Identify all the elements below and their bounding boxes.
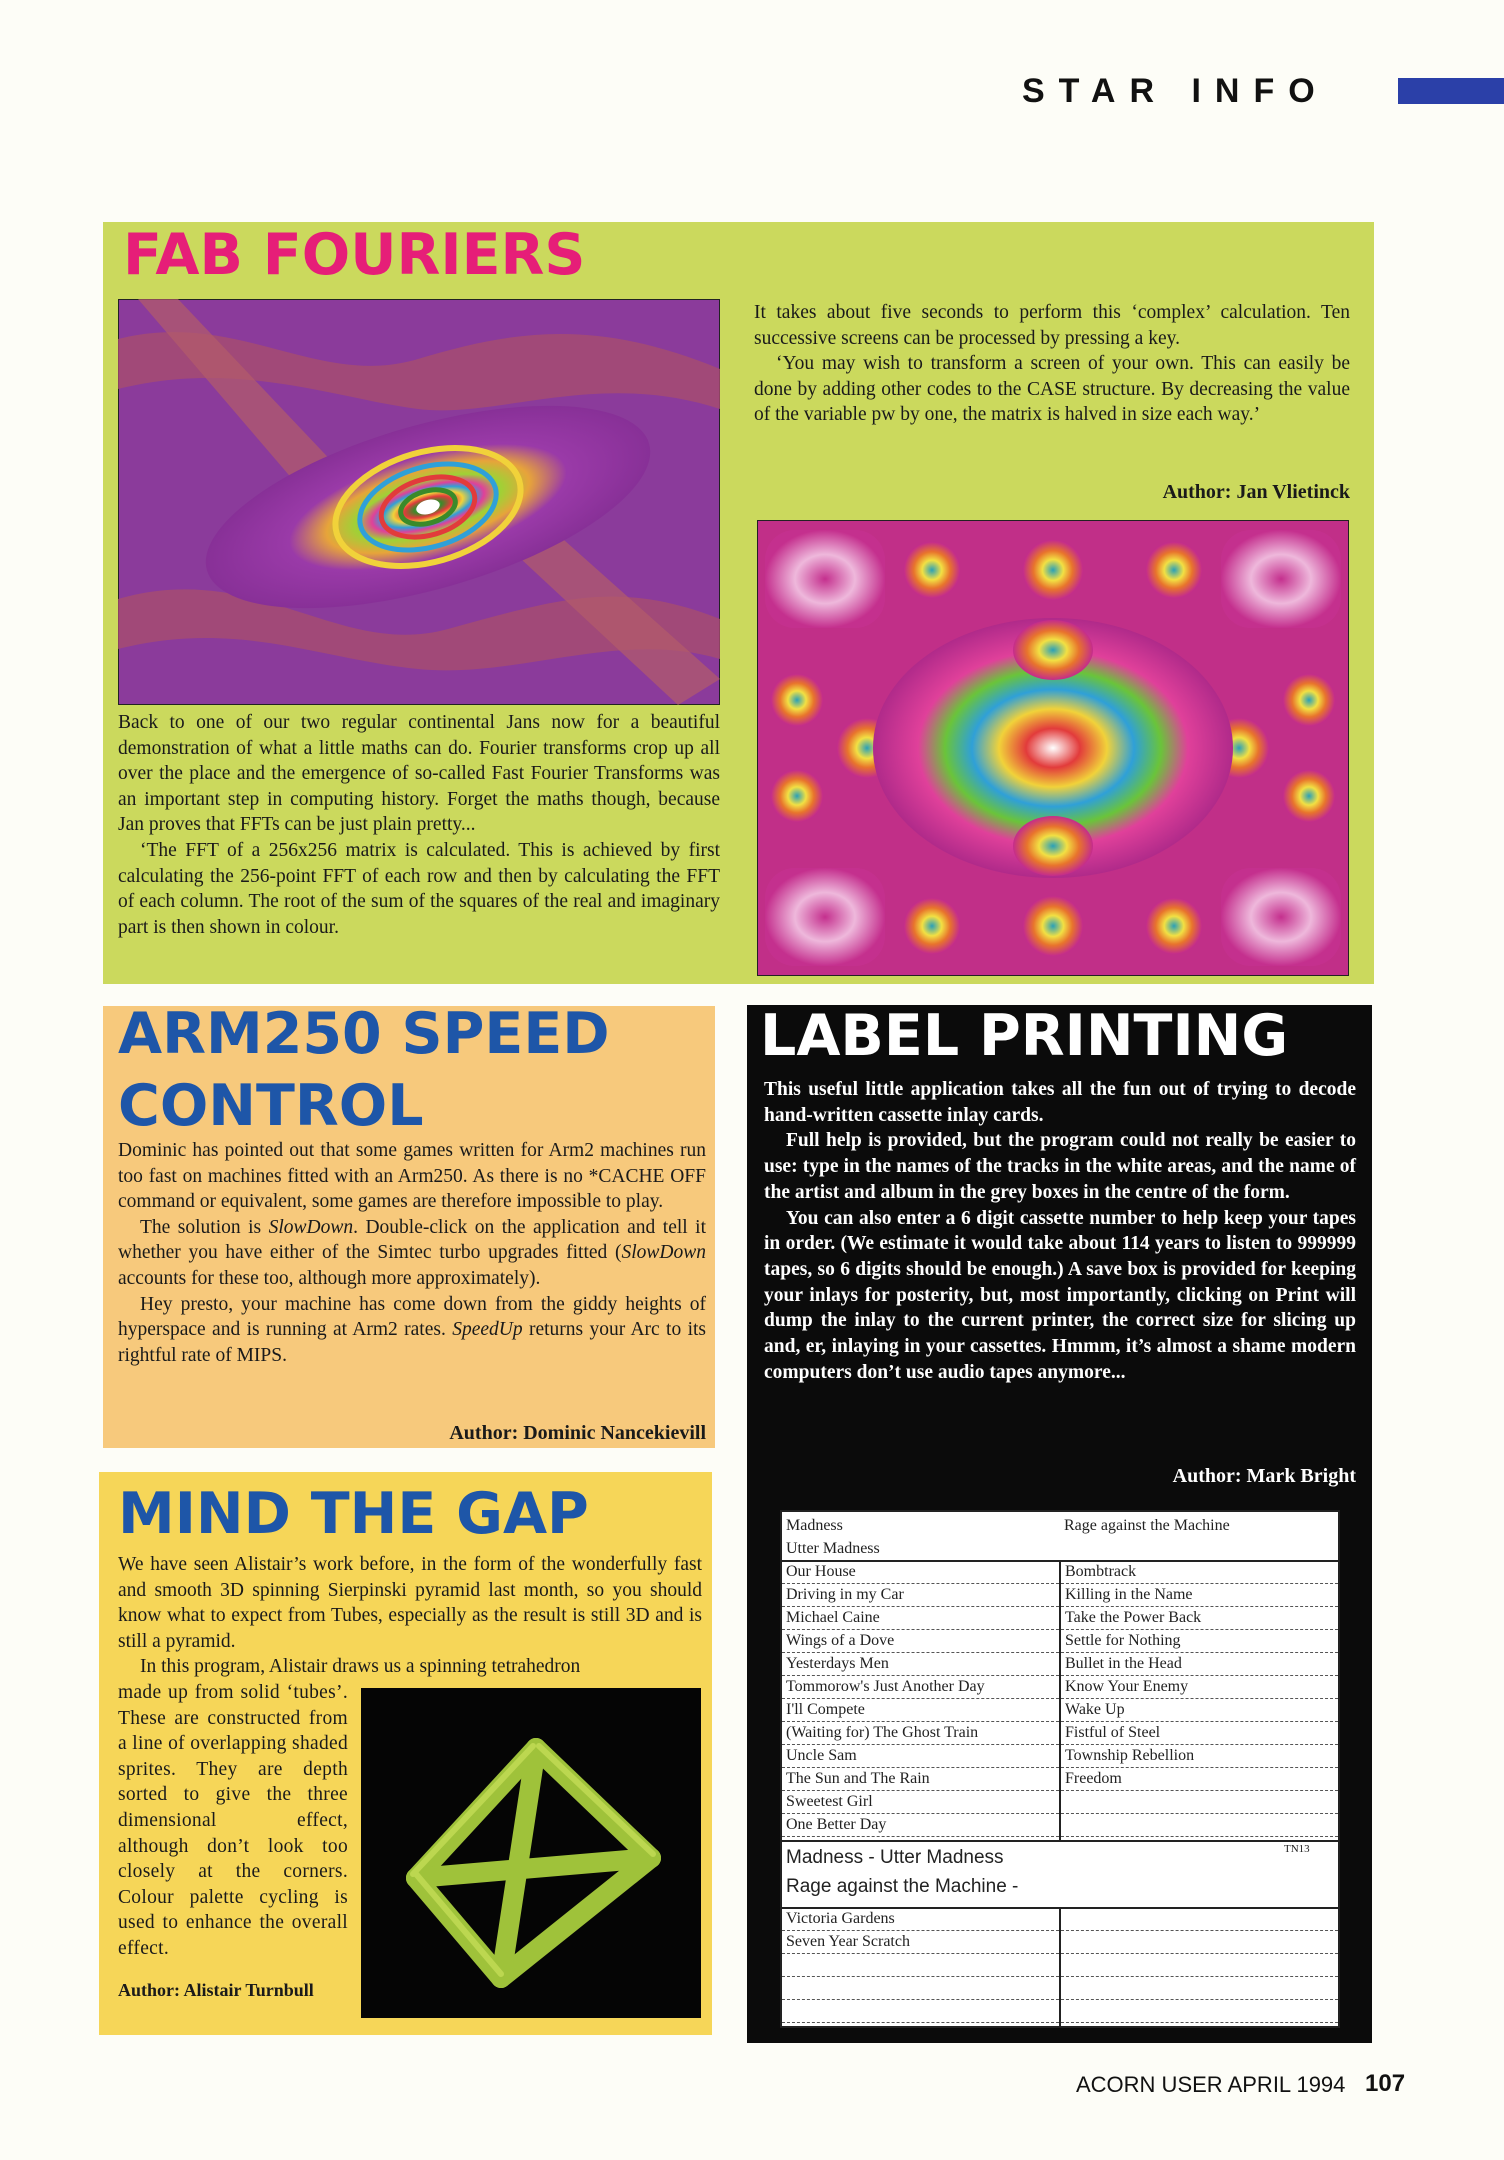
- arm250-body: [118, 1138, 706, 1368]
- inlay-bottom-left-row: [782, 1976, 1059, 2000]
- inlay-left-track-row: Tommorow's Just Another Day: [782, 1675, 1059, 1699]
- inlay-left-track-row: Our House: [782, 1560, 1059, 1584]
- arm250-para-2: The solution is SlowDown. Double-click on the application and tell it whether you have either of the Simtec turbo upgrades fitted (SlowDown accounts for these too, although more approximately).: [118, 1216, 706, 1289]
- inlay-side-a-artist: Madness: [786, 1517, 843, 1534]
- mind-the-gap-panel: [99, 1472, 712, 2035]
- inlay-left-track-row: The Sun and The Rain: [782, 1767, 1059, 1791]
- inlay-left-track-row: Wings of a Dove: [782, 1629, 1059, 1653]
- inlay-right-track-row: Wake Up: [1061, 1698, 1338, 1722]
- fab-fouriers-panel: [103, 222, 1374, 984]
- inlay-right-track-row: Know Your Enemy: [1061, 1675, 1338, 1699]
- fab-author: Author: Jan Vlietinck: [1162, 481, 1350, 503]
- gap-para-1: We have seen Alistair’s work before, in the form of the wonderfully fast and smooth 3D spinning Sierpinski pyramid last month, so you should know what to expect from Tubes, especially as the result is still 3D and is still a pyramid.: [118, 1554, 702, 1652]
- inlay-left-track-row: Michael Caine: [782, 1606, 1059, 1630]
- inlay-bottom-left-row: [782, 1953, 1059, 1977]
- inlay-right-track-row: Settle for Nothing: [1061, 1629, 1338, 1653]
- fft-image-right: [757, 520, 1349, 976]
- inlay-right-track-row: Take the Power Back: [1061, 1606, 1338, 1630]
- arm250-title-line2: CONTROL: [118, 1073, 424, 1139]
- fab-fouriers-title: FAB FOURIERS: [123, 222, 586, 288]
- mind-the-gap-body-top: [118, 1552, 702, 1680]
- inlay-left-track-row: Driving in my Car: [782, 1583, 1059, 1607]
- label-printing-title: LABEL PRINTING: [760, 1003, 1289, 1069]
- inlay-bottom-left-row: Victoria Gardens: [782, 1907, 1059, 1931]
- label-para-2: Full help is provided, but the program could not really be easier to use: type in the names of the tracks in the white areas, and the name of the artist and album in the grey boxes in the centre of the form.: [764, 1130, 1356, 1203]
- inlay-right-track-row: Freedom: [1061, 1767, 1338, 1791]
- fab-fouriers-body-left: [118, 710, 720, 940]
- fourier-image-left: [118, 299, 720, 705]
- inlay-spine-line-2: Rage against the Machine -: [786, 1876, 1019, 1897]
- tetrahedron-image: [361, 1688, 701, 2018]
- fab-para-3: It takes about five seconds to perform this ‘complex’ calculation. Ten successive screens can be processed by pressing a key.: [754, 302, 1350, 349]
- footer-page-number: 107: [1365, 2070, 1406, 2097]
- inlay-bottom-left-row: [782, 1999, 1059, 2023]
- inlay-tape-number: TN13: [1284, 1843, 1310, 1855]
- inlay-bottom-right-row: [1061, 1930, 1338, 1954]
- inlay-right-track-row: Killing in the Name: [1061, 1583, 1338, 1607]
- inlay-bottom-right-row: [1061, 1953, 1338, 1977]
- label-author: Author: Mark Bright: [1172, 1465, 1356, 1487]
- fab-para-4: ‘You may wish to transform a screen of your own. This can easily be done by adding other codes to the CASE structure. By decreasing the value of the variable pw by one, the matrix is halved in size each way.’: [754, 353, 1350, 426]
- gap-author: Author: Alistair Turnbull: [118, 1980, 314, 2000]
- inlay-bottom-right-row: [1061, 1999, 1338, 2023]
- gap-para-2-lead: In this program, Alistair draws us a spinning tetrahedron: [140, 1656, 581, 1678]
- inlay-left-track-row: One Better Day: [782, 1813, 1059, 1837]
- fab-para-1: Back to one of our two regular continental Jans now for a beautiful demonstration of what a little maths can do. Fourier transforms crop up all over the place and the emergence of so-called Fast Fourier Transforms was an important step in computing history. Forget the maths though, because Jan proves that FFTs can be just plain pretty...: [118, 712, 720, 836]
- inlay-left-track-row: (Waiting for) The Ghost Train: [782, 1721, 1059, 1745]
- inlay-right-track-row: Bullet in the Head: [1061, 1652, 1338, 1676]
- mind-the-gap-body-wrap: made up from solid ‘tubes’. These are constructed from a line of overlapping shaded sprites. They are depth sorted to give the three dimensional effect, although don’t look too closely at the corners. Colour palette cycling is used to enhance the overall effect.: [118, 1682, 348, 1959]
- inlay-right-track-row: [1061, 1813, 1338, 1837]
- inlay-right-track-row: [1061, 1790, 1338, 1814]
- inlay-right-track-row: Bombtrack: [1061, 1560, 1338, 1584]
- mind-the-gap-title: MIND THE GAP: [118, 1481, 589, 1547]
- label-para-1: This useful little application takes all the fun out of trying to decode hand-written cassette inlay cards.: [764, 1079, 1356, 1126]
- inlay-side-a-album: Utter Madness: [786, 1540, 880, 1557]
- section-accent-bar: [1398, 78, 1504, 104]
- arm250-author: Author: Dominic Nancekievill: [449, 1422, 706, 1444]
- inlay-bottom-right-row: [1061, 1976, 1338, 2000]
- inlay-left-track-row: Sweetest Girl: [782, 1790, 1059, 1814]
- arm250-panel: [103, 1001, 715, 1448]
- inlay-left-track-row: I'll Compete: [782, 1698, 1059, 1722]
- arm250-para-1: Dominic has pointed out that some games written for Arm2 machines run too fast on machines fitted with an Arm250. As there is no *CACHE OFF command or equivalent, some games are therefore impossible to play.: [118, 1140, 706, 1213]
- inlay-bottom-right-row: [1061, 1907, 1338, 1931]
- inlay-side-b-heading: Rage against the Machine: [1064, 1517, 1230, 1534]
- arm250-para-3: Hey presto, your machine has come down from the giddy heights of hyperspace and is running at Arm2 rates. SpeedUp returns your Arc to its rightful rate of MIPS.: [118, 1293, 707, 1366]
- footer-magazine: ACORN USER APRIL 1994: [1076, 2072, 1346, 2097]
- inlay-right-track-row: Township Rebellion: [1061, 1744, 1338, 1768]
- inlay-spine-line-1: Madness - Utter Madness: [786, 1847, 1004, 1868]
- fab-fouriers-body-right: [754, 300, 1350, 428]
- section-header: STAR INFO: [1022, 72, 1329, 110]
- inlay-right-track-row: Fistful of Steel: [1061, 1721, 1338, 1745]
- inlay-bottom-left-row: Seven Year Scratch: [782, 1930, 1059, 1954]
- inlay-left-track-row: Uncle Sam: [782, 1744, 1059, 1768]
- arm250-title-line1: ARM250 SPEED: [118, 1001, 610, 1067]
- fab-para-2: ‘The FFT of a 256x256 matrix is calculated. This is achieved by first calculating the 256-point FFT of each row and then by calculating the FFT of each column. The root of the sum of the squares of the real and imaginary part is then shown in colour.: [118, 839, 720, 938]
- cassette-inlay-card: [780, 1510, 1340, 2028]
- label-printing-body: [764, 1077, 1356, 1385]
- inlay-left-track-row: Yesterdays Men: [782, 1652, 1059, 1676]
- label-para-3: You can also enter a 6 digit cassette number to help keep your tapes in order. (We estimate it would take about 114 years to listen to 999999 tapes, so 6 digits should be enough.) A save box is provided for keeping your inlays for posterity, but, most importantly, clicking on Print will dump the inlay to the current printer, the correct size for slicing up and, er, inlaying in your cassettes. Hmmm, it’s almost a shame modern computers don’t use audio tapes anymore...: [764, 1207, 1356, 1383]
